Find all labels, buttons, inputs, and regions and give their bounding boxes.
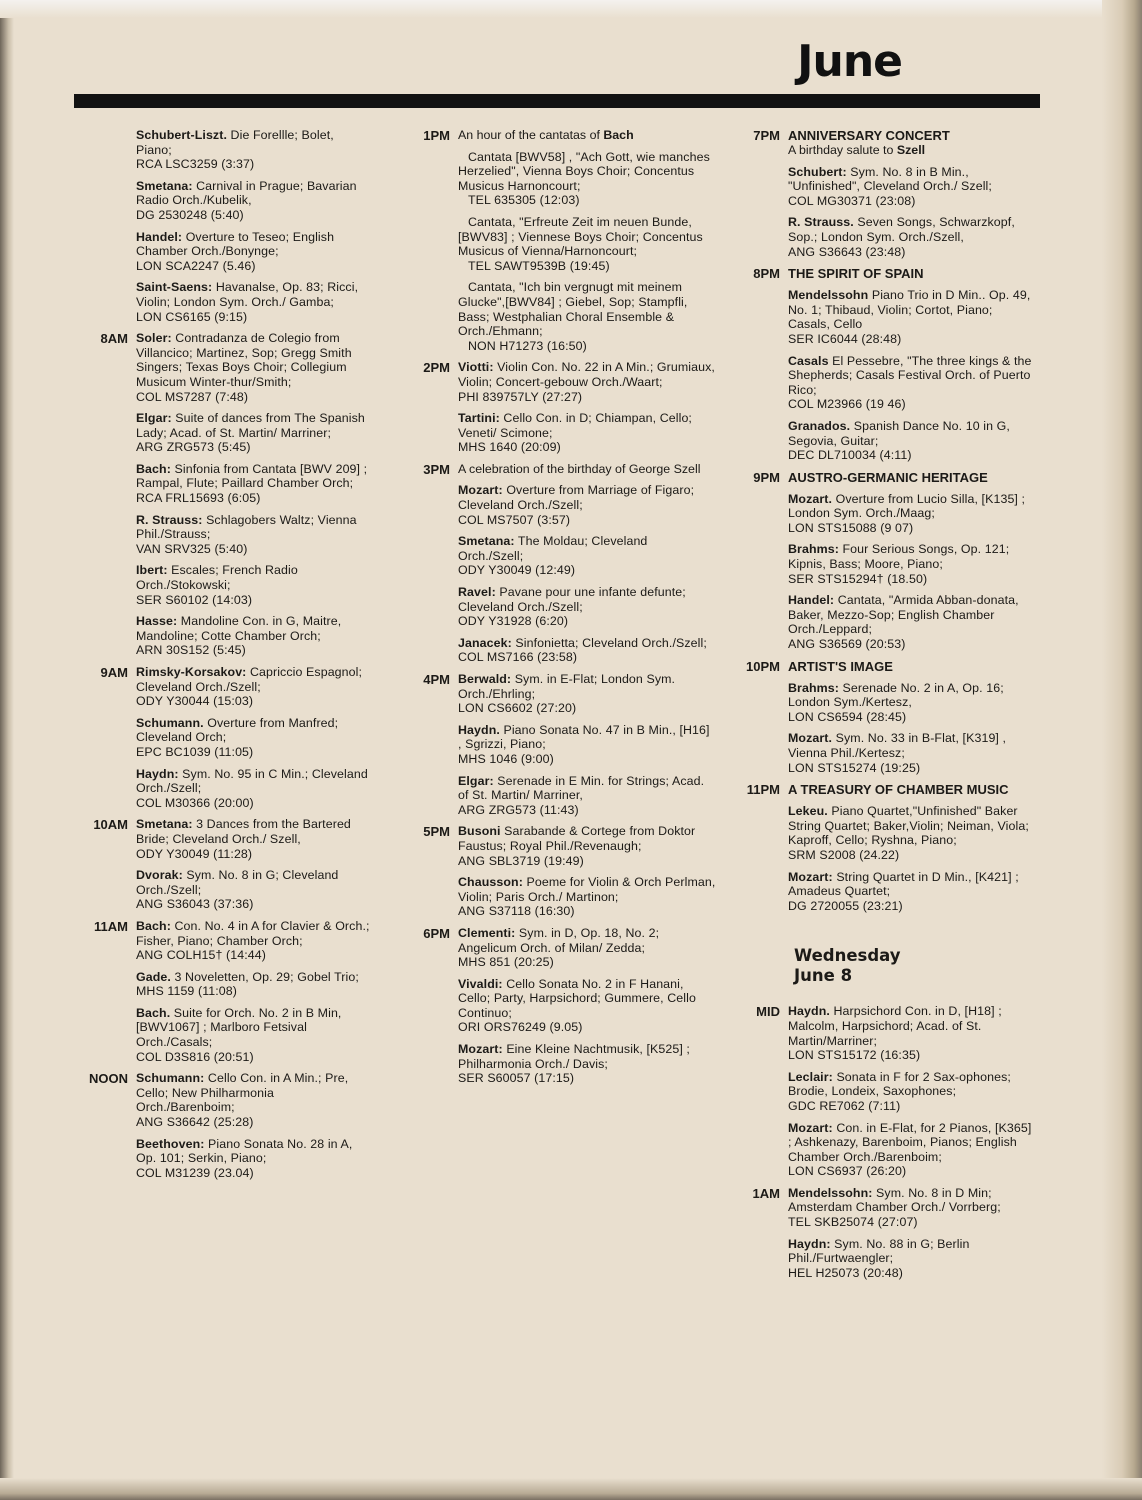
catalog-number: ODY Y30049 (11:28) [136,846,253,861]
program-entry [458,774,716,818]
composer-name: Schumann: [136,1071,205,1086]
slot-body [136,331,370,665]
program-entry [136,1071,370,1129]
composer-name: Brahms: [788,542,839,557]
slot-body [136,919,370,1071]
time-label: 1AM [752,1185,780,1201]
header-rule [74,94,1040,108]
work-details: Sym. in E-Flat; London Sym. Orch./Ehrling; [458,672,676,701]
work-details: Suite of dances from The Spanish Lady; Acad. of St. Martin/ Marriner; [136,411,365,440]
slot-intro: A celebration of the birthday of George Szell [458,461,701,476]
catalog-number: ANG S36043 (37:36) [136,897,254,912]
composer-name: Handel: [136,229,183,244]
program-entry [136,563,370,607]
program-entry [788,1070,1038,1114]
program-desc-bold: Szell [896,143,926,157]
composer-name: Haydn: [788,1236,831,1251]
work-details: Harpsichord Con. in D, [H18] ; Malcolm, Harpsichord; Acad. of St. Martin/Marriner; [788,1004,1002,1048]
time-slot [72,665,370,817]
catalog-number: PHI 839757LY (27:27) [458,389,583,404]
catalog-number: DG 2720055 (23:21) [788,898,903,913]
catalog-number: DG 2530248 (5:40) [136,207,244,222]
composer-name: Bach. [136,1005,171,1020]
composer-name: Viotti: [458,360,494,375]
program-entry [458,723,716,767]
catalog-number: MHS 1046 (9:00) [458,751,554,766]
program-entry [458,483,716,527]
program-entry [136,919,370,963]
slot-body [458,926,716,1093]
time-label: 10PM [746,658,780,674]
program-entry [788,804,1038,862]
work-details: Overture to Teseo; English Chamber Orch./Bonynge; [136,229,335,259]
work-details: Cantata, "Erfreute Zeit im neuen Bunde, [BWV83] ; Viennese Boys Choir; Concentus Musicus of Vienna/Harnoncourt; [458,214,703,259]
composer-name: Smetana: [136,178,193,193]
program-entry [136,970,370,999]
composer-name: Schubert: [788,164,847,179]
program-entry [458,150,716,208]
catalog-number: LON STS15088 (9 07) [788,520,914,535]
time-label: 8AM [100,331,128,347]
composer-name: Mozart: [788,869,833,884]
composer-name: Berwald: [458,672,512,686]
slot-body [458,128,716,360]
page-title: June [797,36,902,87]
work-details: Serenade No. 2 in A, Op. 16; London Sym./Kertesz, [788,680,1004,710]
program-entry [788,288,1038,346]
composer-name: Janacek: [458,635,512,650]
catalog-number: COL MS7166 (23:58) [458,650,578,665]
time-slot [406,824,716,926]
time-slot [72,128,370,331]
program-title: ARTIST'S IMAGE [788,658,893,674]
program-entry [788,165,1038,209]
program-entry [788,1121,1038,1179]
program-entry [458,672,716,716]
program-title: THE SPIRIT OF SPAIN [788,266,924,282]
composer-name: Ibert: [136,563,168,578]
catalog-number: MHS 1640 (20:09) [458,440,561,455]
work-details: Cello Con. in A Min.; Pre, Cello; New Philharmonia Orch./Barenboim; [136,1071,349,1115]
program-entry [136,665,370,709]
composer-name: Hasse: [136,614,178,629]
work-details: Carnival in Prague; Bavarian Radio Orch./Kubelik, [136,178,357,208]
page-edge-left [0,0,14,1500]
composer-name: Mozart. [788,731,833,746]
catalog-number: ARG ZRG573 (5:45) [136,440,251,455]
work-details: Sym. in D, Op. 18, No. 2; Angelicum Orch. of Milan/ Zedda; [458,925,660,955]
composer-name: Gade. [136,969,171,984]
time-slot [72,817,370,919]
program-entry [136,462,370,506]
composer-name: Schubert-Liszt. [136,128,227,142]
time-label: 7PM [753,128,780,143]
time-slot [732,128,1038,266]
slot-body [458,672,716,824]
time-slot [406,926,716,1093]
catalog-number: COL MG30371 (23:08) [788,193,916,208]
program-entry [788,215,1038,259]
work-details: Seven Songs, Schwarzkopf, Sop.; London Sym. Orch./Szell, [788,215,1015,244]
day-heading-date: June 8 [794,966,853,986]
work-details: Four Serious Songs, Op. 121; Kipnis, Bass; Moore, Piano; [788,542,1010,572]
work-details: Cello Sonata No. 2 in F Hanani, Cello; Party, Harpsichord; Gummere, Cello Continuo; [458,976,696,1020]
catalog-number: ODY Y30049 (12:49) [458,563,576,578]
program-entry [788,681,1038,725]
catalog-number: RCA FRL15693 (6:05) [136,491,261,506]
work-details: Sym. No. 8 in D Min; Amsterdam Chamber Orch./ Vorrberg; [788,1185,1001,1215]
work-details: Pavane pour une infante defunte; Cleveland Orch./Szell; [458,585,686,614]
composer-name: Haydn: [136,766,179,781]
catalog-number: SER STS15294† (18.50) [788,571,928,586]
program-entry [458,977,716,1035]
time-slot [406,128,716,360]
program-entry [136,179,370,223]
time-slot [732,1004,1038,1186]
composer-name: Tartini: [458,411,500,426]
work-details: Piano Quartet,"Unfinished" Baker String Quartet; Baker,Violin; Neiman, Viola; Kaproff, Cello; Ryshna, Piano; [788,804,1029,848]
time-label: 9PM [753,469,780,485]
program-title: ANNIVERSARY CONCERT [788,128,950,143]
day-heading [794,946,1038,986]
catalog-number: ANG S36642 (25:28) [136,1115,254,1130]
work-details: Cantata, "Armida Abban-donata, Baker, Mezzo-Sop; English Chamber Orch./Leppard; [788,593,1019,637]
composer-name: Rimsky-Korsakov: [136,665,247,679]
composer-name: Elgar: [136,411,172,426]
slot-body [788,659,1038,783]
catalog-number: LON CS6165 (9:15) [136,309,248,324]
schedule-column-1 [72,128,370,1187]
program-entry [788,354,1038,412]
catalog-number: LON CS6602 (27:20) [458,701,577,716]
page-edge-right [1102,0,1142,1500]
slot-body [458,360,716,462]
work-details: Violin Con. No. 22 in A Min.; Grumiaux, Violin; Concert-gebouw Orch./Waart; [458,360,715,389]
program-entry [136,513,370,557]
slot-body [458,824,716,926]
program-entry [788,593,1038,651]
work-details: Piano Trio in D Min.. Op. 49, No. 1; Thibaud, Violin; Cortot, Piano; Casals, Cello [788,288,1031,332]
catalog-number: ODY Y30044 (15:03) [136,694,254,709]
catalog-number: SER S60057 (17:15) [458,1071,575,1086]
program-title: AUSTRO-GERMANIC HERITAGE [788,469,988,485]
slot-body [788,782,1038,920]
catalog-number: DEC DL710034 (4:11) [788,448,912,463]
composer-name: Bach: [136,461,171,476]
catalog-number: GDC RE7062 (7:11) [788,1098,901,1113]
work-details: Sarabande & Cortege from Doktor Faustus; Royal Phil./Revenaugh; [458,824,696,853]
program-entry [136,817,370,861]
work-details: Cantata, "Ich bin vergnugt mit meinem Glucke",[BWV84] ; Giebel, Sop; Stampfli, Bass; Westphalian Choral Ensemble & Orch./Ehmann; [458,280,688,339]
program-entry [136,767,370,811]
slot-body [136,128,370,331]
work-details: Con. No. 4 in A for Clavier & Orch.; Fisher, Piano; Chamber Orch; [136,918,370,948]
catalog-number: SRM S2008 (24.22) [788,847,900,862]
program-entry [788,731,1038,775]
work-details: El Pessebre, "The three kings & the Shepherds; Casals Festival Orch. of Puerto Rico; [788,353,1032,397]
composer-name: Granados. [788,418,851,433]
work-details: Cello Con. in D; Chiampan, Cello; Veneti/ Scimone; [458,411,692,440]
catalog-number: LON CS6594 (28:45) [788,709,907,724]
composer-name: Mozart: [458,1042,503,1057]
catalog-number: HEL H25073 (20:48) [788,1265,903,1280]
catalog-number: EPC BC1039 (11:05) [136,744,254,759]
composer-name: Schumann. [136,715,204,730]
program-entry [136,411,370,455]
catalog-number: ARN 30S152 (5:45) [136,643,246,658]
catalog-number: COL MS7287 (7:48) [136,389,249,404]
catalog-number: COL D3S816 (20:51) [136,1049,254,1064]
work-details: String Quartet in D Min., [K421] ; Amadeus Quartet; [788,869,1019,899]
slot-body [788,266,1038,470]
slot-body [788,470,1038,659]
program-entry [136,331,370,404]
time-label: 10AM [93,817,128,833]
time-label: MID [756,1004,780,1020]
catalog-number: ANG S36569 (20:53) [788,637,906,652]
slot-body [788,1186,1038,1288]
time-label: 3PM [423,461,450,477]
composer-name: Saint-Saens: [136,280,213,295]
program-entry [458,926,716,970]
catalog-number: NON H71273 (16:50) [468,338,587,353]
work-details: Havanalse, Op. 83; Ricci, Violin; London Sym. Orch./ Gamba; [136,280,359,309]
program-entry [458,585,716,629]
catalog-number: SER IC6044 (28:48) [788,331,902,346]
time-label: NOON [89,1071,128,1087]
work-details: Sym. No. 88 in G; Berlin Phil./Furtwaengler; [788,1236,970,1266]
program-entry [458,411,716,455]
time-label: 11AM [94,918,128,934]
slot-body [788,1004,1038,1186]
program-entry [136,614,370,658]
catalog-number: MHS 1159 (11:08) [136,984,238,999]
page-edge-top [0,0,1142,18]
time-label: 5PM [423,824,450,840]
catalog-number: TEL SKB25074 (27:07) [788,1215,918,1230]
composer-name: Bach: [136,918,171,933]
catalog-number: SER S60102 (14:03) [136,592,253,607]
work-details: Sonata in F for 2 Sax-ophones; Brodie, Londeix, Saxophones; [788,1069,1011,1099]
work-details: Suite for Orch. No. 2 in B Min, [BWV1067] ; Marlboro Fetsival Orch./Casals; [136,1005,342,1050]
work-details: Piano Sonata No. 47 in B Min., [H16] , Sgrizzi, Piano; [458,722,710,752]
catalog-number: COL M30366 (20:00) [136,795,254,810]
slot-body [788,128,1038,266]
program-entry [458,1042,716,1086]
program-entry [136,716,370,760]
program-entry [458,360,716,404]
time-label: 11PM [746,782,780,798]
program-entry [458,215,716,273]
work-details: Sym. No. 8 in B Min., "Unfinished", Cleveland Orch./ Szell; [788,164,992,194]
program-entry [136,230,370,274]
time-slot [732,659,1038,783]
work-details: Spanish Dance No. 10 in G, Segovia, Guitar; [788,418,1010,448]
catalog-number: LON SCA2247 (5.46) [136,258,256,273]
work-details: 3 Dances from the Bartered Bride; Cleveland Orch./ Szell, [136,817,351,846]
work-details: Serenade in E Min. for Strings; Acad. of St. Martin/ Marriner, [458,773,705,803]
work-details: Sinfonia from Cantata [BWV 209] ; Rampal, Flute; Paillard Chamber Orch; [136,461,368,491]
work-details: The Moldau; Cleveland Orch./Szell; [458,534,648,563]
work-details: Poeme for Violin & Orch Perlman, Violin; Paris Orch./ Martinon; [458,875,716,904]
slot-body [458,462,716,672]
catalog-number: ORI ORS76249 (9.05) [458,1020,583,1035]
program-entry [458,824,716,868]
work-details: Die Forellle; Bolet, Piano; [136,128,334,157]
time-slot [72,1071,370,1187]
program-entry [136,868,370,912]
program-entry [788,1237,1038,1281]
slot-intro: An hour of the cantatas of Bach [458,128,634,142]
work-details: Cantata [BWV58] , "Ach Gott, wie manches Herzelied", Vienna Boys Choir; Concentus Musicus Harnoncourt; [458,149,710,193]
time-slot [732,470,1038,659]
catalog-number: COL MS7507 (3:57) [458,512,571,527]
composer-name: Handel: [788,593,835,608]
work-details: Escales; French Radio Orch./Stokowski; [136,563,298,593]
program-entry [458,636,716,665]
composer-name: Elgar: [458,773,494,788]
program-entry [788,1004,1038,1062]
time-label: 9AM [100,665,128,680]
schedule-column-3 [732,128,1038,1287]
work-details: Overture from Lucio Silla, [K135] ; London Sym. Orch./Maag; [788,491,1026,521]
work-details: Mandoline Con. in G, Maitre, Mandoline; Cotte Chamber Orch; [136,614,342,643]
catalog-number: COL M23966 (19 46) [788,397,906,412]
program-entry [136,1006,370,1064]
composer-name: Mozart. [788,491,833,506]
time-slot [732,782,1038,920]
composer-name: Haydn. [458,722,500,737]
program-entry [788,492,1038,536]
work-details: Contradanza de Colegio from Villancico; Martinez, Sop; Gregg Smith Singers; Texas Boys Choir; Collegium Musicum Winter-thur/Smith; [136,331,352,389]
catalog-number: VAN SRV325 (5:40) [136,541,248,556]
work-details: Sym. No. 8 in G; Cleveland Orch./Szell; [136,868,339,897]
program-title: A TREASURY OF CHAMBER MUSIC [788,782,1009,798]
time-slot [406,672,716,824]
time-label [72,128,136,331]
catalog-number: RCA LSC3259 (3:37) [136,157,255,172]
catalog-number: LON CS6937 (26:20) [788,1164,907,1179]
composer-name: Mozart: [458,483,503,498]
catalog-number: ARG ZRG573 (11:43) [458,802,579,817]
work-details: Overture from Marriage of Figaro; Cleveland Orch./Szell; [458,483,695,513]
catalog-number: ANG S37118 (16:30) [458,904,575,919]
work-details: Piano Sonata No. 28 in A, Op. 101; Serkin, Piano; [136,1136,353,1166]
composer-name: Leclair: [788,1069,833,1084]
composer-name: R. Strauss: [136,512,203,527]
time-slot [72,331,370,665]
composer-name: Lekeu. [788,804,828,819]
time-slot [406,360,716,462]
composer-name: Casals [788,353,829,368]
program-entry [458,280,716,353]
slot-body [136,817,370,919]
catalog-number: ANG SBL3719 (19:49) [458,853,584,868]
composer-name: Mendelssohn: [788,1185,873,1200]
time-label: 6PM [423,925,450,941]
composer-name: Brahms: [788,680,839,695]
composer-name: Smetana: [458,534,515,549]
composer-name: Smetana: [136,817,193,832]
composer-name: Chausson: [458,875,523,890]
program-entry [788,870,1038,914]
time-label: 8PM [753,266,780,282]
intro-bold: Bach [603,128,634,142]
composer-name: R. Strauss. [788,215,854,230]
catalog-number: TEL SAWT9539B (19:45) [468,258,610,273]
program-entry [788,1186,1038,1230]
work-details: Overture from Manfred; Cleveland Orch; [136,715,339,745]
program-desc: A birthday salute to Szell [788,143,926,157]
day-heading-weekday: Wednesday [794,946,901,966]
composer-name: Haydn. [788,1004,830,1019]
composer-name: Mozart: [788,1120,833,1135]
catalog-number: ODY Y31928 (6:20) [458,614,569,629]
work-details: Capriccio Espagnol; Cleveland Orch./Szell; [136,665,363,694]
catalog-number: COL M31239 (23.04) [136,1165,254,1180]
program-entry [136,280,370,324]
composer-name: Mendelssohn [788,288,869,303]
time-label: 1PM [423,128,450,143]
composer-name: Vivaldi: [458,976,503,991]
program-entry [788,542,1038,586]
page-edge-bottom [0,1478,1142,1500]
composer-name: Beethoven: [136,1136,205,1151]
work-details: Con. in E-Flat, for 2 Pianos, [K365] ; Ashkenazy, Barenboim, Pianos; English Chamber Orch./Barenboim; [788,1120,1032,1164]
work-details: 3 Noveletten, Op. 29; Gobel Trio; [174,969,359,984]
composer-name: Busoni [458,824,501,839]
composer-name: Dvorak: [136,868,183,883]
program-entry [458,875,716,919]
time-slot [406,462,716,672]
work-details: Sinfonietta; Cleveland Orch./Szell; [515,635,707,650]
slot-body [136,1071,370,1187]
catalog-number: ANG S36643 (23:48) [788,244,906,259]
program-entry [136,128,370,172]
composer-name: Ravel: [458,585,496,600]
time-slot [732,266,1038,470]
catalog-number: LON STS15274 (19:25) [788,760,921,775]
catalog-number: TEL 635305 (12:03) [468,193,580,208]
program-entry [136,1137,370,1181]
program-entry [788,419,1038,463]
work-details: Schlagobers Waltz; Vienna Phil./Strauss; [136,512,357,542]
work-details: Sym. No. 95 in C Min.; Cleveland Orch./Szell; [136,766,368,796]
slot-body [136,665,370,817]
composer-name: Soler: [136,331,172,346]
time-label: 4PM [423,672,450,687]
catalog-number: MHS 851 (20:25) [458,955,554,970]
time-slot [72,919,370,1071]
time-slot [732,1186,1038,1288]
work-details: Eine Kleine Nachtmusik, [K525] ; Philharmonia Orch./ Davis; [458,1042,690,1071]
work-details: Sym. No. 33 in B-Flat, [K319] , Vienna Phil./Kertesz; [788,731,1007,760]
time-label: 2PM [423,360,450,376]
catalog-number: ANG COLH15† (14:44) [136,948,266,963]
catalog-number: LON STS15172 (16:35) [788,1048,921,1063]
composer-name: Clementi: [458,925,516,940]
schedule-column-2 [406,128,716,1093]
program-entry [458,534,716,578]
